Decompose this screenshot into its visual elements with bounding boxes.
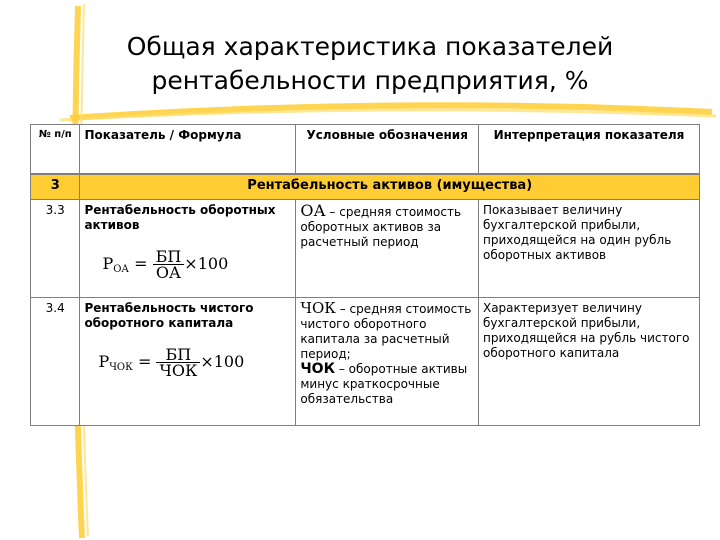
formula-denominator: ЧОК: [159, 361, 198, 380]
indicator-name: Рентабельность чистого оборотного капитала: [84, 301, 254, 330]
formula-lhs-sub: ОА: [113, 264, 129, 275]
row-num: 3.4: [31, 298, 80, 426]
formula-lhs: Р: [102, 254, 114, 273]
symbol-text: – средняя стоимость чистого оборотного капитала за расчетный период;: [300, 302, 472, 361]
formula-numerator: БП: [156, 347, 200, 363]
header-interpretation: Интерпретация показателя: [478, 125, 699, 175]
symbol-text: – средняя стоимость оборотных активов за расчетный период: [300, 205, 462, 249]
row-indicator-cell: [80, 298, 296, 426]
symbol-term: ЧОК: [300, 361, 336, 377]
symbol-text: – оборотные активы минус краткосрочные обязательства: [300, 362, 468, 406]
symbol-definition: [300, 301, 474, 362]
formula-mult: ×100: [200, 352, 245, 371]
formula-fraction: [153, 249, 185, 280]
formula-eq: =: [134, 254, 148, 273]
formula: [84, 347, 291, 378]
formula-lhs: Р: [98, 352, 110, 371]
indicator-name: Рентабельность оборотных активов: [84, 203, 276, 232]
interpretation-cell: Характеризует величину бухгалтерской прибыли, приходящейся на рубль чистого оборотного капитала: [478, 298, 699, 426]
page-title: [40, 30, 700, 98]
header-num: № п/п: [31, 125, 80, 175]
symbol-term: ЧОК: [300, 299, 336, 317]
symbol-definition: [300, 362, 474, 407]
formula-lhs-sub: ЧОК: [109, 362, 133, 373]
formula-numerator: БП: [153, 249, 185, 265]
section-num: 3: [31, 174, 80, 200]
symbols-cell: [296, 298, 479, 426]
formula-mult: ×100: [184, 254, 229, 273]
interpretation-cell: Показывает величину бухгалтерской прибыли, приходящейся на один рубль оборотных активов: [478, 200, 699, 298]
section-row: [31, 174, 700, 200]
formula: [84, 249, 291, 280]
title-line-2: рентабельности предприятия, %: [151, 66, 589, 95]
header-symbols: Условные обозначения: [296, 125, 479, 175]
symbol-term: ОА: [300, 201, 326, 220]
row-num: 3.3: [31, 200, 80, 298]
symbol-definition: [300, 203, 474, 250]
formula-fraction: [156, 347, 200, 378]
row-indicator-cell: [80, 200, 296, 298]
table-row: [31, 298, 700, 426]
symbols-cell: [296, 200, 479, 298]
formula-eq: =: [137, 352, 152, 371]
table-header-row: [31, 125, 700, 175]
table-row: [31, 200, 700, 298]
indicators-table: [30, 124, 700, 426]
section-label: Рентабельность активов (имущества): [80, 174, 700, 200]
formula-denominator: ОА: [155, 263, 182, 282]
header-name: Показатель / Формула: [80, 125, 296, 175]
title-line-1: Общая характеристика показателей: [126, 32, 614, 61]
